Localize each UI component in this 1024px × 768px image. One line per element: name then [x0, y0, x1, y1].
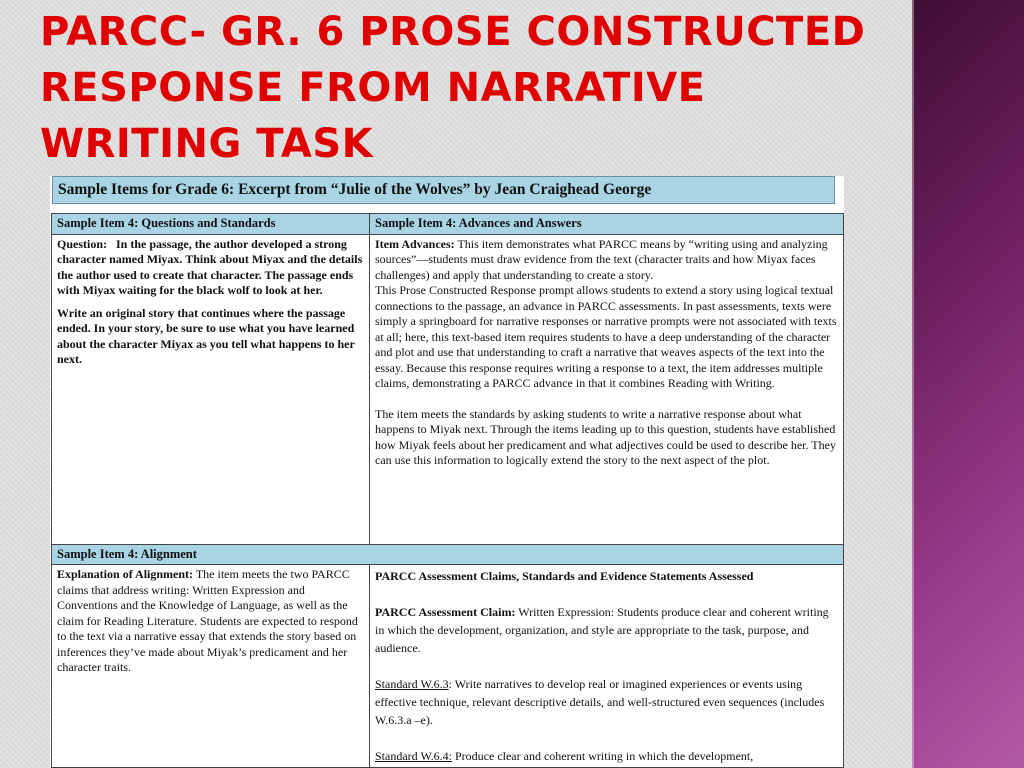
claim-paragraph [375, 603, 838, 657]
slide-title: PARCC- GR. 6 PROSE CONSTRUCTED RESPONSE FROM NARRATIVE WRITING TASK [40, 9, 866, 167]
claims-cell [370, 565, 844, 768]
document-header: Sample Items for Grade 6: Excerpt from “Julie of the Wolves” by Jean Craighead George [52, 176, 835, 204]
question-cell [52, 234, 370, 544]
question-label: Question: [57, 236, 108, 251]
advances-cell [370, 234, 844, 544]
claims-heading: PARCC Assessment Claims, Standards and Evidence Statements Assessed [375, 569, 754, 583]
advances-paragraph-2: This Prose Constructed Response prompt allows students to extend a story using logical textual connections to the passage, an advance in PARCC assessments. In past assessments, texts were simply a springboard for narrative responses or narrative prompts were not associated with texts at all; here, this text-based item requires students to have a deep understanding of the character and plot and use that understanding to craft a narrative that weaves aspects of the text into the essay. Because this response requires writing a response to a text, the item addresses multiple claims, demonstrating a PARCC advance in that it combines Reading with Writing. [375, 283, 837, 390]
question-paragraph [57, 237, 364, 299]
advances-text-1: This item demonstrates what PARCC means by “writing using and analyzing sources”—students must draw evidence from the text (character traits and how Miyax faces challenges) and apply that understanding to create a story. [375, 236, 828, 282]
advances-label: Item Advances: [375, 236, 455, 251]
question-paragraph-2: Write an original story that continues where the passage ended. In your story, be sure to use what you have learned about the character Miyax as you tell what happens to her next. [57, 305, 355, 366]
claim-label: PARCC Assessment Claim: [375, 605, 516, 619]
advances-answers-header: Sample Item 4: Advances and Answers [370, 214, 844, 235]
advances-paragraph-1 [375, 237, 838, 284]
explanation-cell [52, 565, 370, 768]
standard-w64-label: Standard W.6.4: [375, 749, 452, 763]
sample-item-table [51, 213, 844, 768]
table-row [52, 234, 844, 544]
explanation-label: Explanation of Alignment: [57, 567, 194, 581]
table-header-row [52, 214, 844, 235]
alignment-header: Sample Item 4: Alignment [52, 544, 844, 565]
alignment-header-row [52, 544, 844, 565]
decorative-side-band [912, 0, 1024, 768]
document-excerpt [50, 176, 844, 768]
advances-paragraph-3: The item meets the standards by asking students to write a narrative response about what happens to Miyak next. Through the items leading up to this question, students have established how Miyak feels about her predicament and what adjectives could be used to describe her. They can use this information to logically extend the story to the next aspect of the plot. [375, 406, 836, 467]
standard-w64 [375, 747, 838, 765]
claim-text: Written Expression: Students produce clear and coherent writing in which the development, organization, and style are appropriate to the task, purpose, and audience. [375, 605, 829, 655]
standard-w63-text: : Write narratives to develop real or imagined experiences or events using effective technique, relevant descriptive details, and well-structured even sequences (includes W.6.3.a –e). [375, 677, 825, 727]
standard-w64-text: Produce clear and coherent writing in which the development, [452, 749, 754, 763]
standard-w63 [375, 675, 838, 729]
questions-standards-header: Sample Item 4: Questions and Standards [52, 214, 370, 235]
table-row [52, 565, 844, 768]
explanation-text: The item meets the two PARCC claims that address writing: Written Expression and Conventions and the Knowledge of Language, as well as the claim for Reading Literature. Students are expected to respond to the text via a narrative essay that extends the story based on inferences they’ve made about Miyak’s predicament and her character traits. [57, 567, 358, 674]
standard-w63-label: Standard W.6.3 [375, 677, 449, 691]
question-text: In the passage, the author developed a strong character named Miyax. Think about Miyax and the details the author used to create that character. The passage ends with Miyax waiting for the black wolf to look at her. [57, 236, 363, 297]
